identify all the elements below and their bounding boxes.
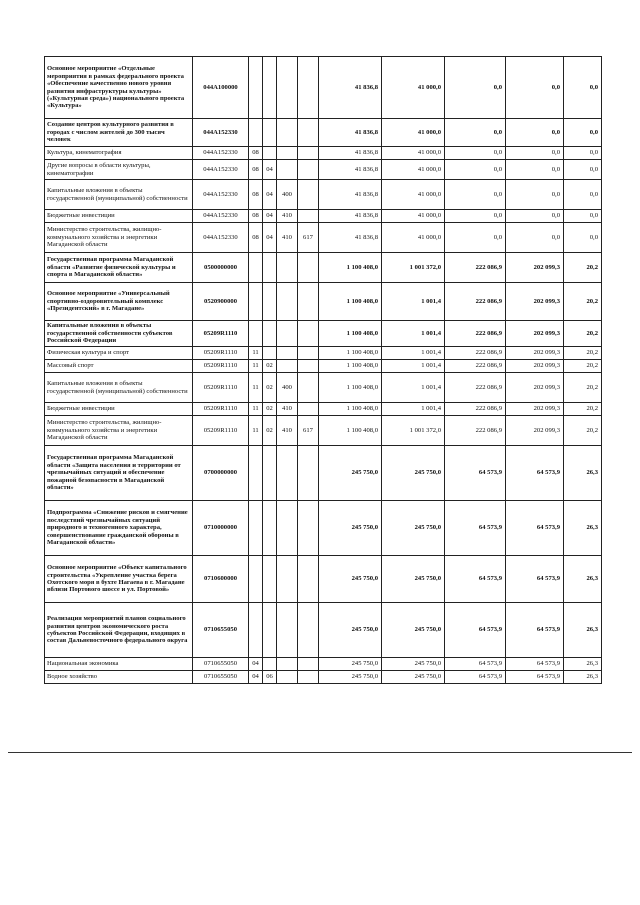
row-section [249,446,263,501]
row-value-4: 0,0 [506,57,564,119]
row-value-1: 245 750,0 [319,658,382,671]
row-expense-type: 410 [277,210,298,223]
row-administrator [298,373,319,403]
row-subsection: 02 [263,360,277,373]
row-name: Государственная программа Магаданской области «Развитие физической культуры и спорта в Магаданской области» [45,253,193,283]
row-value-2: 41 000,0 [382,147,445,160]
table-row [45,347,602,360]
row-percent: 0,0 [564,223,602,253]
row-target-code: 0710655050 [193,658,249,671]
row-section: 08 [249,210,263,223]
row-percent: 26,3 [564,603,602,658]
row-value-3: 0,0 [445,210,506,223]
row-percent: 20,2 [564,347,602,360]
table-row [45,57,602,119]
row-target-code: 0710655050 [193,603,249,658]
row-value-1: 41 836,8 [319,210,382,223]
row-target-code: 0700000000 [193,446,249,501]
row-target-code: 044A152330 [193,223,249,253]
row-subsection [263,556,277,603]
table-row [45,223,602,253]
row-name: Министерство строительства, жилищно-коммунального хозяйства и энергетики Магаданской области [45,223,193,253]
table-row [45,119,602,147]
row-value-4: 64 573,9 [506,446,564,501]
table-row [45,321,602,347]
row-section: 11 [249,373,263,403]
row-subsection [263,658,277,671]
row-value-2: 245 750,0 [382,446,445,501]
row-value-4: 0,0 [506,223,564,253]
row-target-code: 044A152330 [193,147,249,160]
row-name: Другие вопросы в области культуры, кинематографии [45,160,193,180]
row-administrator [298,603,319,658]
budget-table-body [45,57,602,684]
row-percent: 20,2 [564,360,602,373]
row-value-4: 64 573,9 [506,501,564,556]
row-name: Физическая культура и спорт [45,347,193,360]
row-value-1: 41 836,8 [319,119,382,147]
row-section [249,321,263,347]
row-target-code: 0500000000 [193,253,249,283]
row-expense-type [277,556,298,603]
row-expense-type [277,501,298,556]
row-subsection [263,253,277,283]
row-name: Государственная программа Магаданской области «Защита населения и территории от чрезвычайных ситуаций и обеспечение пожарной безопасности в Магаданской области» [45,446,193,501]
row-name: Национальная экономика [45,658,193,671]
row-value-2: 1 001 372,0 [382,416,445,446]
row-expense-type [277,446,298,501]
row-value-3: 222 086,9 [445,321,506,347]
row-expense-type: 410 [277,403,298,416]
row-value-1: 245 750,0 [319,501,382,556]
row-value-1: 245 750,0 [319,603,382,658]
row-value-4: 202 099,3 [506,403,564,416]
row-value-1: 41 836,8 [319,180,382,210]
row-target-code: 044A152330 [193,180,249,210]
row-value-2: 245 750,0 [382,556,445,603]
row-value-3: 222 086,9 [445,347,506,360]
row-value-4: 202 099,3 [506,321,564,347]
row-value-1: 245 750,0 [319,671,382,684]
row-section: 11 [249,403,263,416]
row-administrator [298,403,319,416]
row-value-3: 0,0 [445,180,506,210]
table-row [45,180,602,210]
row-subsection: 02 [263,403,277,416]
row-section [249,603,263,658]
row-value-4: 202 099,3 [506,347,564,360]
table-row [45,253,602,283]
row-administrator [298,253,319,283]
row-expense-type [277,147,298,160]
row-value-3: 222 086,9 [445,283,506,321]
row-value-3: 222 086,9 [445,403,506,416]
table-row [45,603,602,658]
row-value-2: 41 000,0 [382,180,445,210]
row-administrator [298,210,319,223]
row-value-2: 245 750,0 [382,501,445,556]
row-value-4: 202 099,3 [506,253,564,283]
row-percent: 0,0 [564,210,602,223]
row-value-2: 41 000,0 [382,119,445,147]
row-expense-type [277,253,298,283]
row-section [249,501,263,556]
row-value-4: 0,0 [506,119,564,147]
row-value-2: 1 001,4 [382,403,445,416]
row-value-3: 0,0 [445,223,506,253]
row-target-code: 044A152330 [193,160,249,180]
row-name: Массовый спорт [45,360,193,373]
table-row [45,658,602,671]
row-value-1: 1 100 408,0 [319,403,382,416]
row-expense-type [277,658,298,671]
row-percent: 20,2 [564,321,602,347]
row-value-3: 0,0 [445,160,506,180]
row-value-1: 1 100 408,0 [319,253,382,283]
row-value-2: 1 001,4 [382,283,445,321]
row-name: Подпрограмма «Снижение рисков и смягчение последствий чрезвычайных ситуаций природного и техногенного характера, совершенствование гражданской обороны в Магаданской области» [45,501,193,556]
row-subsection [263,501,277,556]
row-value-1: 41 836,8 [319,160,382,180]
row-target-code: 05209R1110 [193,416,249,446]
row-value-4: 64 573,9 [506,658,564,671]
table-row [45,360,602,373]
row-section: 04 [249,671,263,684]
row-name: Министерство строительства, жилищно-коммунального хозяйства и энергетики Магаданской области [45,416,193,446]
row-expense-type [277,283,298,321]
row-value-2: 1 001,4 [382,321,445,347]
row-value-2: 1 001,4 [382,360,445,373]
row-section [249,119,263,147]
row-section [249,253,263,283]
row-section: 11 [249,416,263,446]
row-value-4: 0,0 [506,210,564,223]
row-value-4: 64 573,9 [506,556,564,603]
row-target-code: 0710655050 [193,671,249,684]
row-administrator [298,57,319,119]
table-row [45,446,602,501]
row-expense-type [277,321,298,347]
row-value-3: 222 086,9 [445,373,506,403]
row-target-code: 0520900000 [193,283,249,321]
row-percent: 20,2 [564,253,602,283]
row-value-1: 41 836,8 [319,57,382,119]
table-row [45,671,602,684]
row-value-1: 1 100 408,0 [319,416,382,446]
row-value-2: 41 000,0 [382,160,445,180]
row-percent: 20,2 [564,403,602,416]
row-percent: 26,3 [564,556,602,603]
row-percent: 20,2 [564,283,602,321]
row-subsection: 04 [263,160,277,180]
row-value-1: 1 100 408,0 [319,347,382,360]
row-subsection [263,147,277,160]
row-target-code: 0710600000 [193,556,249,603]
row-name: Реализация мероприятий планов социального развития центров экономического роста субъектов Российской Федерации, входящих в состав Дальневосточного федерального округа [45,603,193,658]
page-bottom-rule [8,752,632,753]
row-value-3: 64 573,9 [445,603,506,658]
row-target-code: 05209R1110 [193,403,249,416]
row-expense-type [277,671,298,684]
row-value-4: 64 573,9 [506,671,564,684]
row-value-2: 245 750,0 [382,603,445,658]
row-administrator [298,283,319,321]
row-percent: 0,0 [564,119,602,147]
row-expense-type: 410 [277,223,298,253]
row-section [249,57,263,119]
row-value-4: 202 099,3 [506,416,564,446]
row-expense-type: 400 [277,180,298,210]
row-administrator [298,321,319,347]
row-subsection [263,347,277,360]
row-value-2: 245 750,0 [382,658,445,671]
row-administrator: 617 [298,416,319,446]
row-target-code: 05209R1110 [193,360,249,373]
row-subsection [263,119,277,147]
table-row [45,283,602,321]
budget-table [44,56,602,684]
row-expense-type [277,360,298,373]
row-section: 11 [249,347,263,360]
row-administrator [298,180,319,210]
table-row [45,373,602,403]
row-subsection [263,603,277,658]
row-administrator: 617 [298,223,319,253]
row-value-1: 41 836,8 [319,147,382,160]
row-name: Капитальные вложения в объекты государственной (муниципальной) собственности [45,373,193,403]
row-value-3: 64 573,9 [445,556,506,603]
row-section: 08 [249,160,263,180]
row-expense-type [277,57,298,119]
row-expense-type: 400 [277,373,298,403]
row-value-2: 1 001,4 [382,347,445,360]
table-row [45,501,602,556]
row-expense-type [277,119,298,147]
row-section: 08 [249,223,263,253]
row-value-4: 0,0 [506,160,564,180]
table-row [45,556,602,603]
row-percent: 0,0 [564,180,602,210]
row-subsection: 02 [263,373,277,403]
row-value-4: 0,0 [506,147,564,160]
row-name: Основное мероприятие «Объект капитального строительства «Укрепление участка берега Охотского моря в бухте Нагаева в г. Магадане вблизи Портового шоссе и ул. Портовой» [45,556,193,603]
row-value-2: 41 000,0 [382,210,445,223]
row-percent: 0,0 [564,147,602,160]
row-percent: 26,3 [564,658,602,671]
row-subsection: 04 [263,210,277,223]
row-name: Создание центров культурного развития в городах с числом жителей до 300 тысяч человек [45,119,193,147]
row-value-4: 202 099,3 [506,283,564,321]
row-value-1: 1 100 408,0 [319,360,382,373]
row-percent: 26,3 [564,446,602,501]
row-expense-type: 410 [277,416,298,446]
row-value-1: 245 750,0 [319,556,382,603]
row-expense-type [277,603,298,658]
row-name: Бюджетные инвестиции [45,403,193,416]
row-value-3: 222 086,9 [445,253,506,283]
row-value-2: 1 001 372,0 [382,253,445,283]
table-row [45,210,602,223]
row-value-1: 245 750,0 [319,446,382,501]
row-percent: 0,0 [564,57,602,119]
row-target-code: 0710000000 [193,501,249,556]
row-value-3: 0,0 [445,119,506,147]
row-value-3: 64 573,9 [445,446,506,501]
row-name: Культура, кинематография [45,147,193,160]
row-value-3: 64 573,9 [445,658,506,671]
row-subsection: 04 [263,180,277,210]
row-value-3: 64 573,9 [445,671,506,684]
row-subsection: 04 [263,223,277,253]
row-value-2: 41 000,0 [382,57,445,119]
row-name: Капитальные вложения в объекты государственной собственности субъектов Российской Федерации [45,321,193,347]
row-value-3: 0,0 [445,57,506,119]
row-value-3: 64 573,9 [445,501,506,556]
row-value-4: 0,0 [506,180,564,210]
table-row [45,147,602,160]
row-administrator [298,147,319,160]
row-value-1: 1 100 408,0 [319,373,382,403]
row-administrator [298,501,319,556]
row-name: Основное мероприятие «Универсальный спортивно-оздоровительный комплекс «Президентский» в г. Магадане» [45,283,193,321]
row-target-code: 044A100000 [193,57,249,119]
row-subsection [263,446,277,501]
row-value-1: 41 836,8 [319,223,382,253]
row-administrator [298,360,319,373]
row-percent: 0,0 [564,160,602,180]
budget-table-wrapper [44,56,601,684]
row-expense-type [277,160,298,180]
row-value-3: 222 086,9 [445,360,506,373]
table-row [45,160,602,180]
row-subsection: 02 [263,416,277,446]
row-value-4: 202 099,3 [506,360,564,373]
row-administrator [298,160,319,180]
row-expense-type [277,347,298,360]
row-administrator [298,671,319,684]
row-administrator [298,119,319,147]
row-subsection [263,57,277,119]
row-value-1: 1 100 408,0 [319,321,382,347]
row-value-2: 245 750,0 [382,671,445,684]
row-section: 11 [249,360,263,373]
row-subsection [263,321,277,347]
row-name: Капитальные вложения в объекты государственной (муниципальной) собственности [45,180,193,210]
row-target-code: 044A152330 [193,119,249,147]
row-value-2: 41 000,0 [382,223,445,253]
row-target-code: 05209R1110 [193,347,249,360]
row-value-4: 202 099,3 [506,373,564,403]
table-row [45,403,602,416]
row-value-4: 64 573,9 [506,603,564,658]
row-name: Водное хозяйство [45,671,193,684]
row-value-2: 1 001,4 [382,373,445,403]
row-value-3: 0,0 [445,147,506,160]
row-target-code: 044A152330 [193,210,249,223]
row-subsection [263,283,277,321]
row-administrator [298,556,319,603]
row-percent: 26,3 [564,671,602,684]
row-section [249,556,263,603]
row-name: Основное мероприятие «Отдельные мероприятия в рамках федерального проекта «Обеспечение качественно нового уровня развития инфраструктуры культуры» («Культурная среда») национального проекта «Культура» [45,57,193,119]
row-target-code: 05209R1110 [193,321,249,347]
row-section: 08 [249,180,263,210]
row-administrator [298,658,319,671]
row-target-code: 05209R1110 [193,373,249,403]
row-value-3: 222 086,9 [445,416,506,446]
table-row [45,416,602,446]
row-name: Бюджетные инвестиции [45,210,193,223]
row-section [249,283,263,321]
row-value-1: 1 100 408,0 [319,283,382,321]
row-administrator [298,446,319,501]
row-administrator [298,347,319,360]
row-percent: 26,3 [564,501,602,556]
row-percent: 20,2 [564,373,602,403]
row-section: 04 [249,658,263,671]
row-subsection: 06 [263,671,277,684]
row-percent: 20,2 [564,416,602,446]
row-section: 08 [249,147,263,160]
